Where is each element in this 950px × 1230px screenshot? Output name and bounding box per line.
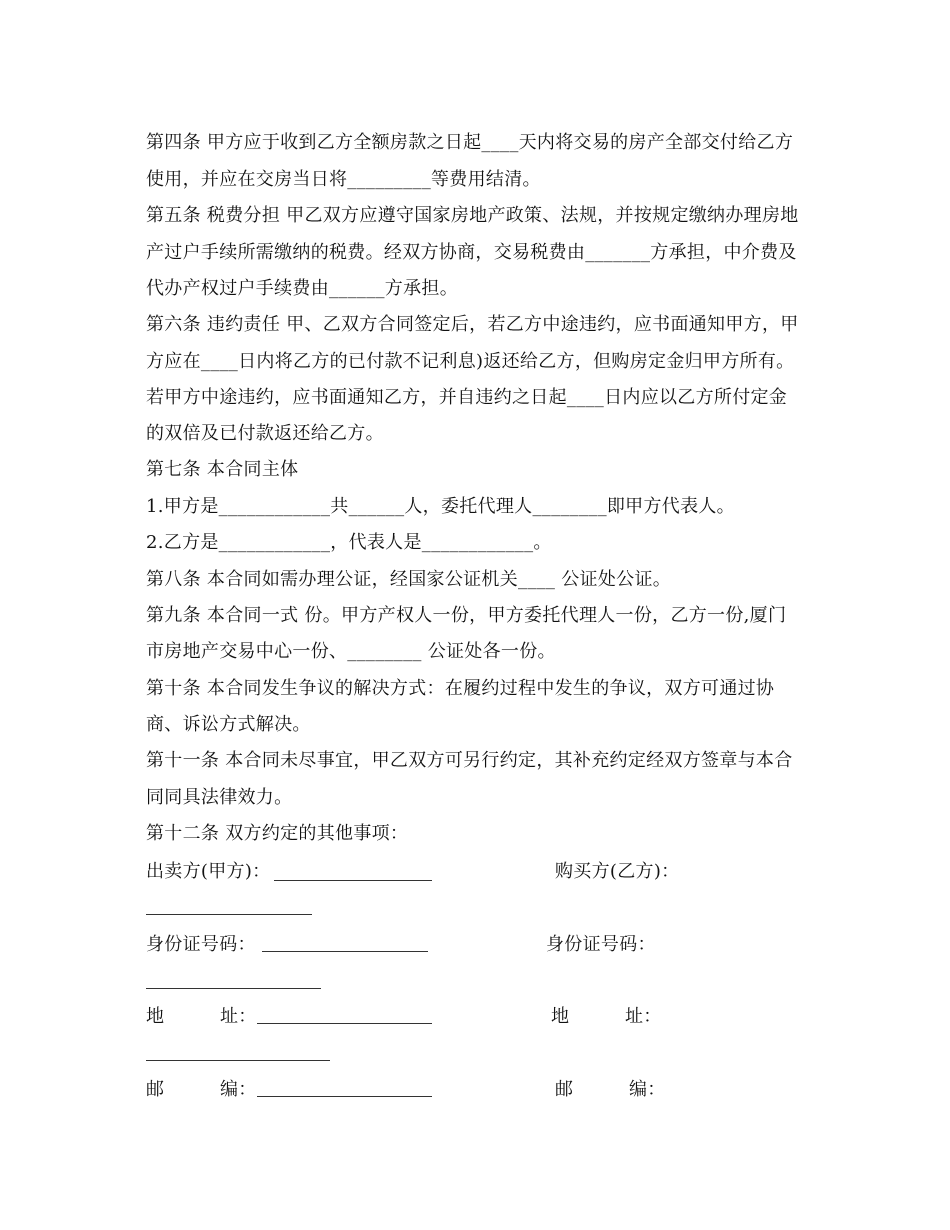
article6-line3: 若甲方中途违约，应书面通知乙方，并自违约之日起____日内应以乙方所付定金 — [146, 387, 788, 408]
article5-line1: 第五条 税费分担 甲乙双方应遵守国家房地产政策、法规，并按规定缴纳办理房地 — [146, 205, 799, 226]
id-label-right: 身份证号码： — [546, 934, 656, 955]
article9-line1: 第九条 本合同一式 份。甲方产权人一份，甲方委托代理人一份，乙方一份,厦门 — [146, 605, 787, 626]
article12-title: 第十二条 双方约定的其他事项： — [146, 823, 409, 844]
article11-line2: 同同具法律效力。 — [146, 787, 293, 808]
article8-line1: 第八条 本合同如需办理公证，经国家公证机关____ 公证处公证。 — [146, 569, 672, 590]
article7-title: 第七条 本合同主体 — [146, 459, 299, 480]
id-number-line-right[interactable] — [146, 988, 321, 989]
article6-line2: 方应在____日内将乙方的已付款不记利息)返还给乙方，但购房定金归甲方所有。 — [146, 351, 795, 372]
address-label-left-char1: 地 — [146, 1006, 165, 1027]
article11-line1: 第十一条 本合同未尽事宜，甲乙双方可另行约定，其补充约定经双方签章与本合 — [146, 750, 793, 771]
article7-item1: 1.甲方是____________共______人，委托代理人________即甲方代表人。 — [146, 496, 735, 517]
article5-line2: 产过户手续所需缴纳的税费。经双方协商，交易税费由_______方承担，中介费及 — [146, 242, 797, 263]
address-label-left-char2: 址： — [220, 1006, 257, 1027]
postal-label-left-char1: 邮 — [146, 1079, 165, 1100]
article7-item2: 2.乙方是____________，代表人是____________。 — [146, 532, 552, 553]
buyer-signature-line[interactable] — [146, 914, 312, 915]
article6-line1: 第六条 违约责任 甲、乙双方合同签定后，若乙方中途违约，应书面通知甲方，甲 — [146, 314, 799, 335]
address-line-right[interactable] — [146, 1060, 330, 1061]
seller-signature-line[interactable] — [274, 880, 432, 881]
article9-line2: 市房地产交易中心一份、________ 公证处各一份。 — [146, 641, 556, 662]
article10-line2: 商、诉讼方式解决。 — [146, 714, 311, 735]
article10-line1: 第十条 本合同发生争议的解决方式：在履约过程中发生的争议，双方可通过协 — [146, 678, 775, 699]
id-number-line-left[interactable] — [262, 951, 428, 952]
postal-label-right-char1: 邮 — [555, 1079, 574, 1100]
postal-line-left[interactable] — [257, 1096, 432, 1097]
buyer-label: 购买方(乙方)： — [555, 861, 680, 882]
article6-line4: 的双倍及已付款返还给乙方。 — [146, 423, 384, 444]
address-line-left[interactable] — [257, 1023, 432, 1024]
address-label-right-char1: 地 — [551, 1006, 570, 1027]
address-label-right-char2: 址： — [625, 1006, 662, 1027]
article4-line1: 第四条 甲方应于收到乙方全额房款之日起____天内将交易的房产全部交付给乙方 — [146, 132, 794, 153]
postal-label-right-char2: 编： — [629, 1079, 666, 1100]
seller-label: 出卖方(甲方)： — [146, 861, 271, 882]
article5-line3: 代办产权过户手续费由______方承担。 — [146, 278, 458, 299]
id-label-left: 身份证号码： — [146, 934, 256, 955]
article4-line2: 使用，并应在交房当日将_________等费用结清。 — [146, 169, 541, 190]
postal-label-left-char2: 编： — [220, 1079, 257, 1100]
